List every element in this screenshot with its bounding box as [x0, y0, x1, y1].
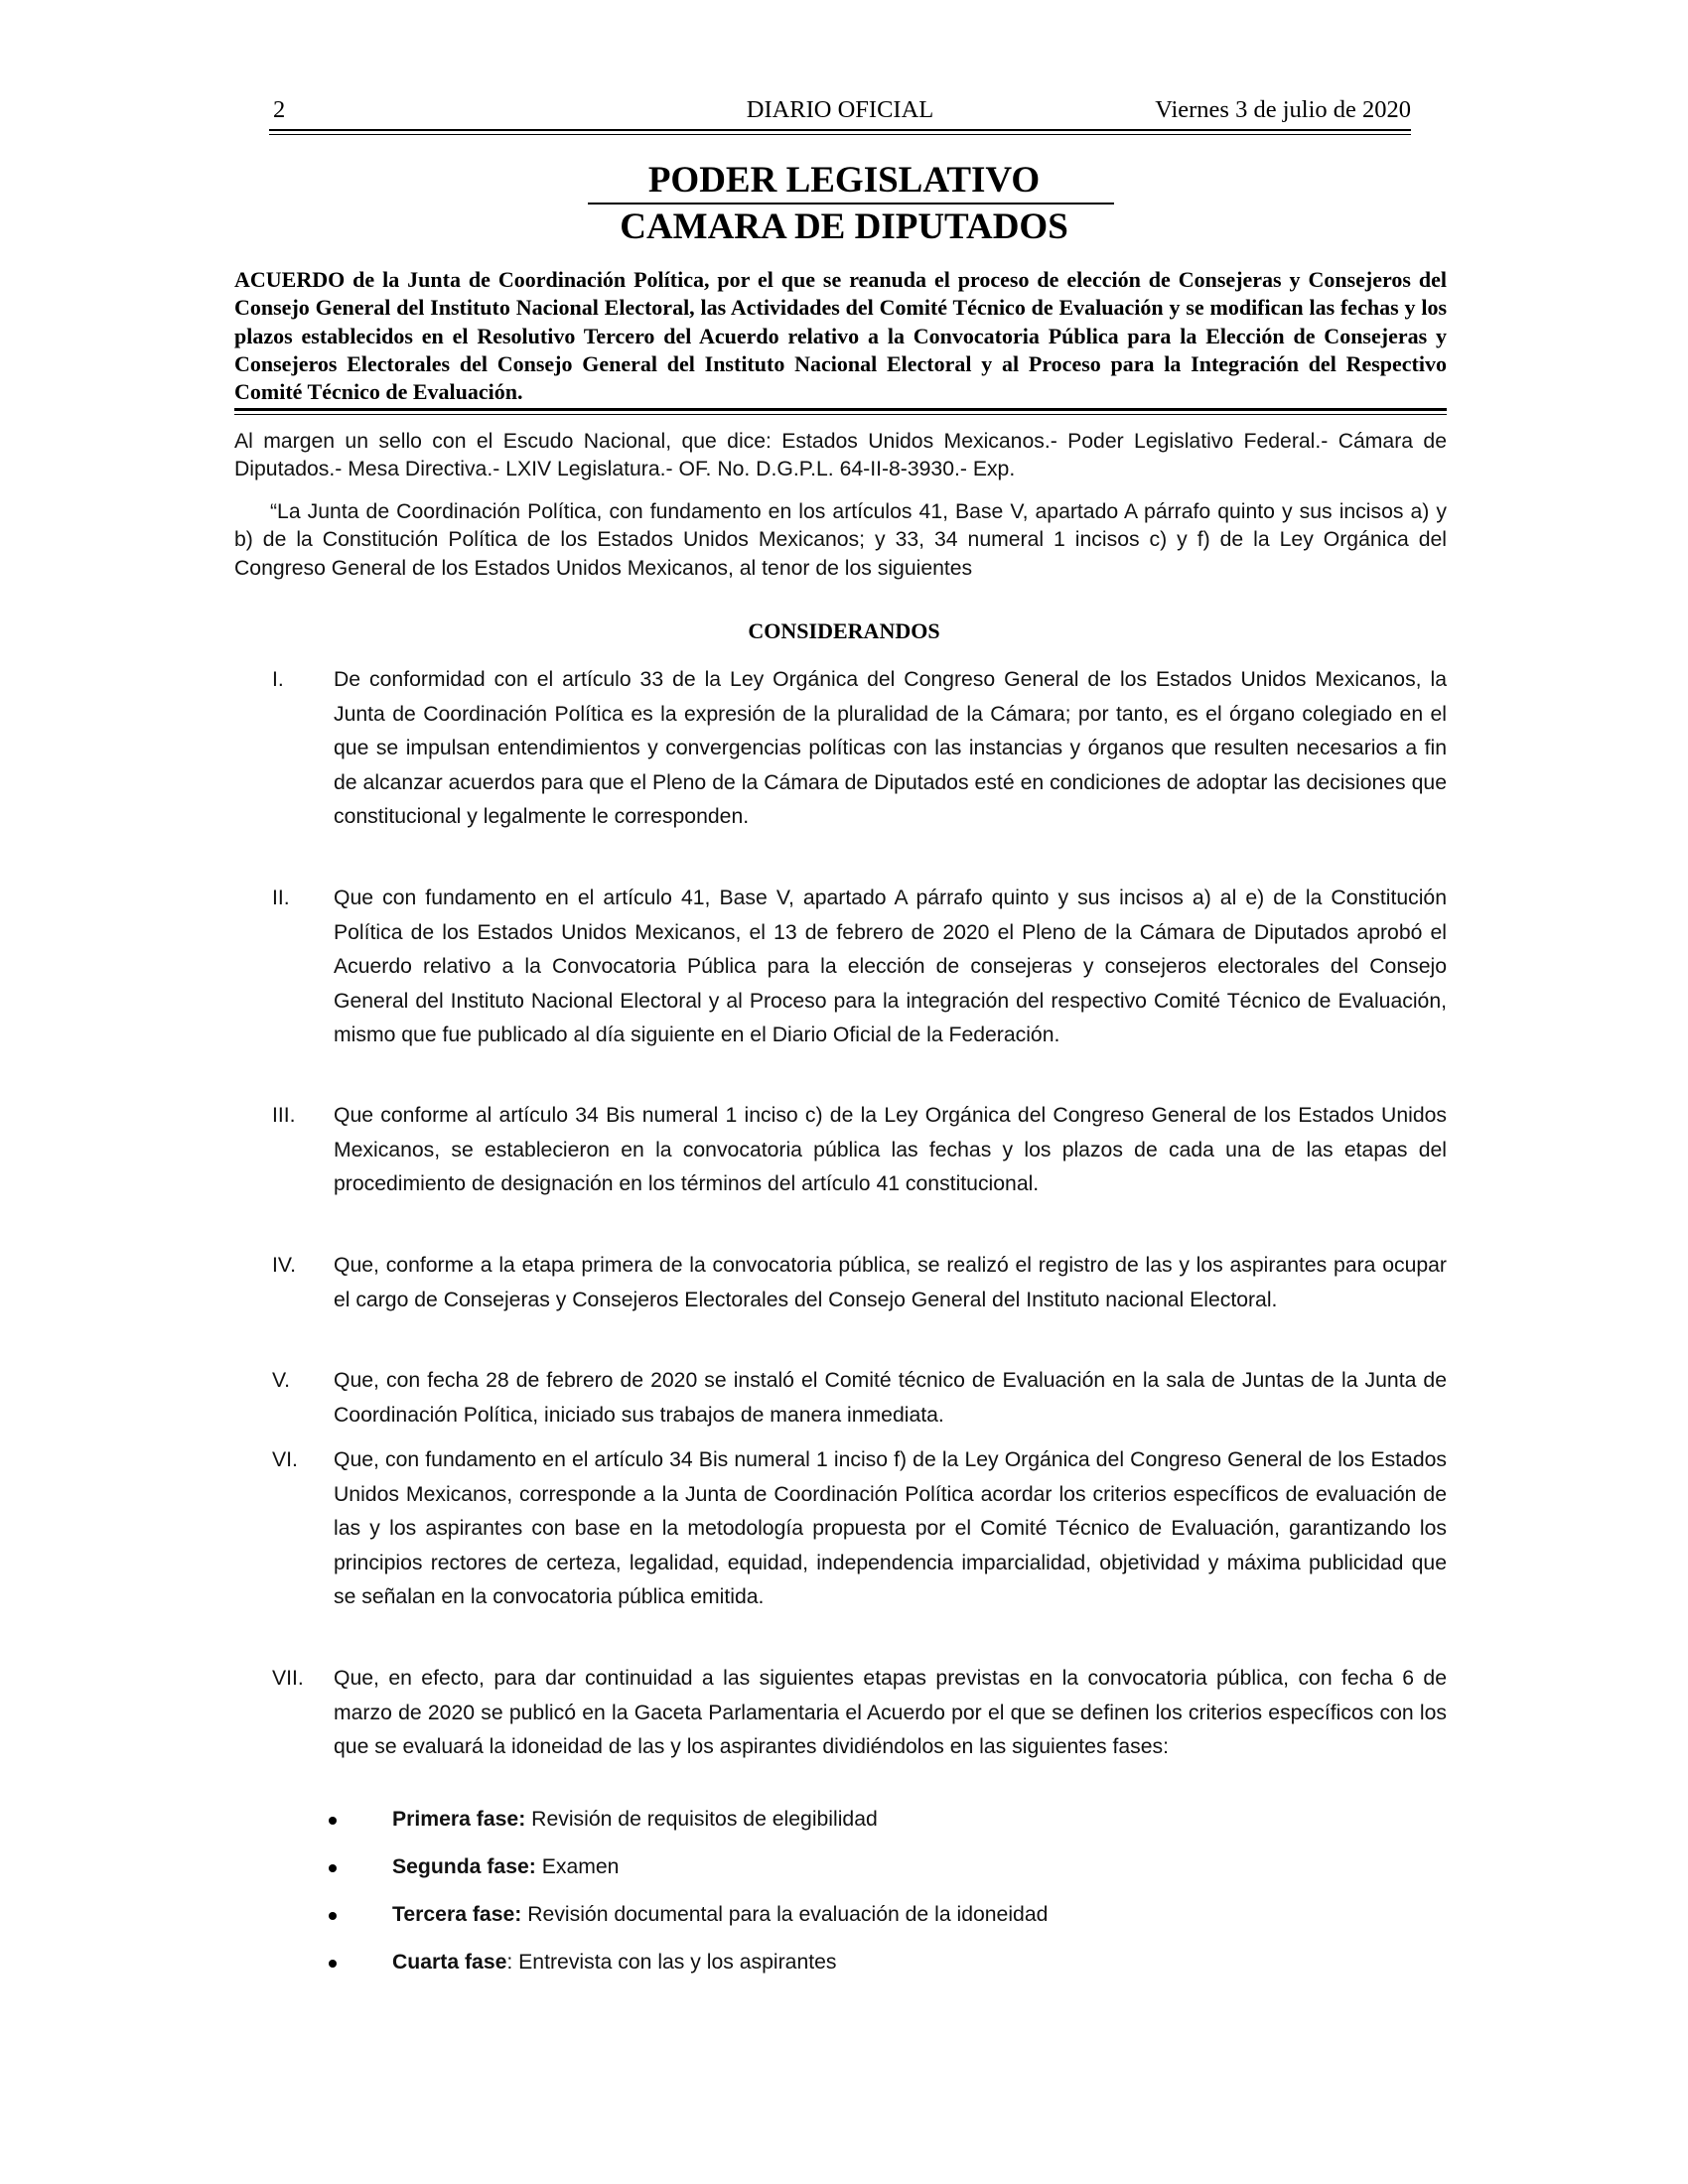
item-text: Que, conforme a la etapa primera de la convocatoria pública, se realizó el registro de las y los aspirantes para ocupar el cargo de Consejeras y Consejeros Electorales del Consejo General del Instituto nacional Electoral. — [334, 1254, 1447, 1311]
item-number: III. — [272, 1104, 296, 1127]
page-header — [269, 92, 1411, 128]
item-text: Que, con fecha 28 de febrero de 2020 se instaló el Comité técnico de Evaluación en la sala de Juntas de la Junta de Coordinación Política, iniciado sus trabajos de manera inmediata. — [334, 1369, 1447, 1427]
phase-label: Primera fase: — [392, 1808, 526, 1831]
phase-label: Cuarta fase — [392, 1951, 507, 1974]
item-text: Que con fundamento en el artículo 41, Base V, apartado A párrafo quinto y sus incisos a) al e) de la Constitución Política de los Estados Unidos Mexicanos, el 13 de febrero de 2020 el Pleno de la Cámara de Diputados aprobó el Acuerdo relativo a la Convocatoria Pública para la elección de consejeras y consejeros electorales del Consejo General del Instituto Nacional Electoral y al Proceso para la integración del respectivo Comité Técnico de Evaluación, mismo que fue publicado al día siguiente en el Diario Oficial de la Federación. — [334, 887, 1447, 1047]
bullet-icon — [329, 1912, 337, 1920]
phase-description: Revisión documental para la evaluación de la idoneidad — [521, 1903, 1049, 1926]
item-number: II. — [272, 887, 290, 909]
phase-description: : Entrevista con las y los aspirantes — [506, 1951, 837, 1974]
phase-list-item — [234, 1850, 1327, 1884]
phase-list-item — [234, 1803, 1327, 1837]
title-poder-legislativo: PODER LEGISLATIVO — [647, 160, 1041, 201]
page-number: 2 — [273, 96, 286, 123]
phase-list-item — [234, 1898, 1327, 1932]
title-camara-de-diputados: CAMARA DE DIPUTADOS — [620, 206, 1068, 247]
publication-date: Viernes 3 de julio de 2020 — [1155, 96, 1411, 123]
phase-label: Tercera fase: — [392, 1903, 522, 1926]
publication-name: DIARIO OFICIAL — [746, 96, 934, 123]
intro-text: “La Junta de Coordinación Política, con fundamento en los artículos 41, Base V, apartado A párrafo quinto y sus incisos a) y b) de la Constitución Política de los Estados Unidos Mexicanos; y 33, 34 numeral 1 incisos c) y f) de la Ley Orgánica del Congreso General de los Estados Unidos Mexicanos, al tenor de los siguientes — [234, 500, 1447, 580]
item-text: Que conforme al artículo 34 Bis numeral 1 inciso c) de la Ley Orgánica del Congreso General de los Estados Unidos Mexicanos, se establecieron en la convocatoria pública las fechas y los plazos de cada una de las etapas del procedimiento de designación en los términos del artículo 41 constitucional. — [334, 1104, 1447, 1196]
item-number: VI. — [272, 1448, 298, 1471]
item-number: V. — [272, 1369, 291, 1392]
item-text: De conformidad con el artículo 33 de la Ley Orgánica del Congreso General de los Estados Unidos Mexicanos, la Junta de Coordinación Política es la expresión de la pluralidad de la Cámara; por tanto, es el órgano colegiado en el que se impulsan entendimientos y convergencias políticas con las instancias y órganos que resulten necesarios a fin de alcanzar acuerdos para que el Pleno de la Cámara de Diputados esté en condiciones de adoptar las decisiones que constitucional y legalmente le corresponden. — [334, 668, 1447, 829]
item-number: I. — [272, 668, 284, 691]
header-rule-thin — [269, 134, 1411, 135]
intro-paragraph — [234, 498, 1447, 583]
item-text: Que, en efecto, para dar continuidad a las siguientes etapas previstas en la convocatoria pública, con fecha 6 de marzo de 2020 se publicó en la Gaceta Parlamentaria el Acuerdo por el que se definen los criterios específicos con los que se evaluará la idoneidad de las y los aspirantes dividiéndolos en las siguientes fases: — [334, 1667, 1447, 1759]
phase-list-item — [234, 1946, 1327, 1979]
title-underline — [588, 203, 1114, 205]
bullet-icon — [329, 1960, 337, 1968]
item-text: Que, con fundamento en el artículo 34 Bis numeral 1 inciso f) de la Ley Orgánica del Congreso General de los Estados Unidos Mexicanos, corresponde a la Junta de Coordinación Política acordar los criterios específicos de evaluación de las y los aspirantes con base en la metodología propuesta por el Comité Técnico de Evaluación, garantizando los principios rectores de certeza, legalidad, equidad, independencia imparcialidad, objetividad y máxima publicidad que se señalan en la convocatoria pública emitida. — [334, 1448, 1447, 1609]
summary-rule-thick — [234, 408, 1447, 411]
phase-description: Revisión de requisitos de elegibilidad — [525, 1808, 878, 1831]
summary-rule-thin — [234, 414, 1447, 415]
phase-label: Segunda fase: — [392, 1855, 536, 1878]
bullet-icon — [329, 1817, 337, 1825]
section-title: CONSIDERANDOS — [748, 618, 940, 643]
item-number: IV. — [272, 1254, 296, 1277]
seal-note-text: Al margen un sello con el Escudo Nacional, que dice: Estados Unidos Mexicanos.- Poder Legislativo Federal.- Cámara de Diputados.- Mesa Directiva.- LXIV Legislatura.- OF. No. D.G.P.L. 64-II-8-3930.- Exp. — [234, 430, 1447, 481]
seal-note — [234, 428, 1447, 484]
header-rule-thick — [269, 129, 1411, 131]
bullet-icon — [329, 1864, 337, 1872]
acuerdo-summary: ACUERDO de la Junta de Coordinación Política, por el que se reanuda el proceso de elección de Consejeras y Consejeros del Consejo General del Instituto Nacional Electoral, las Actividades del Comité Técnico de Evaluación y se modifican las fechas y los plazos establecidos en el Resolutivo Tercero del Acuerdo relativo a la Convocatoria Pública para la Elección de Consejeras y Consejeros Electorales del Consejo General del Instituto Nacional Electoral y al Proceso para la Integración del Respectivo Comité Técnico de Evaluación. — [234, 267, 1447, 405]
phase-description: Examen — [535, 1855, 620, 1878]
item-number: VII. — [272, 1667, 304, 1690]
